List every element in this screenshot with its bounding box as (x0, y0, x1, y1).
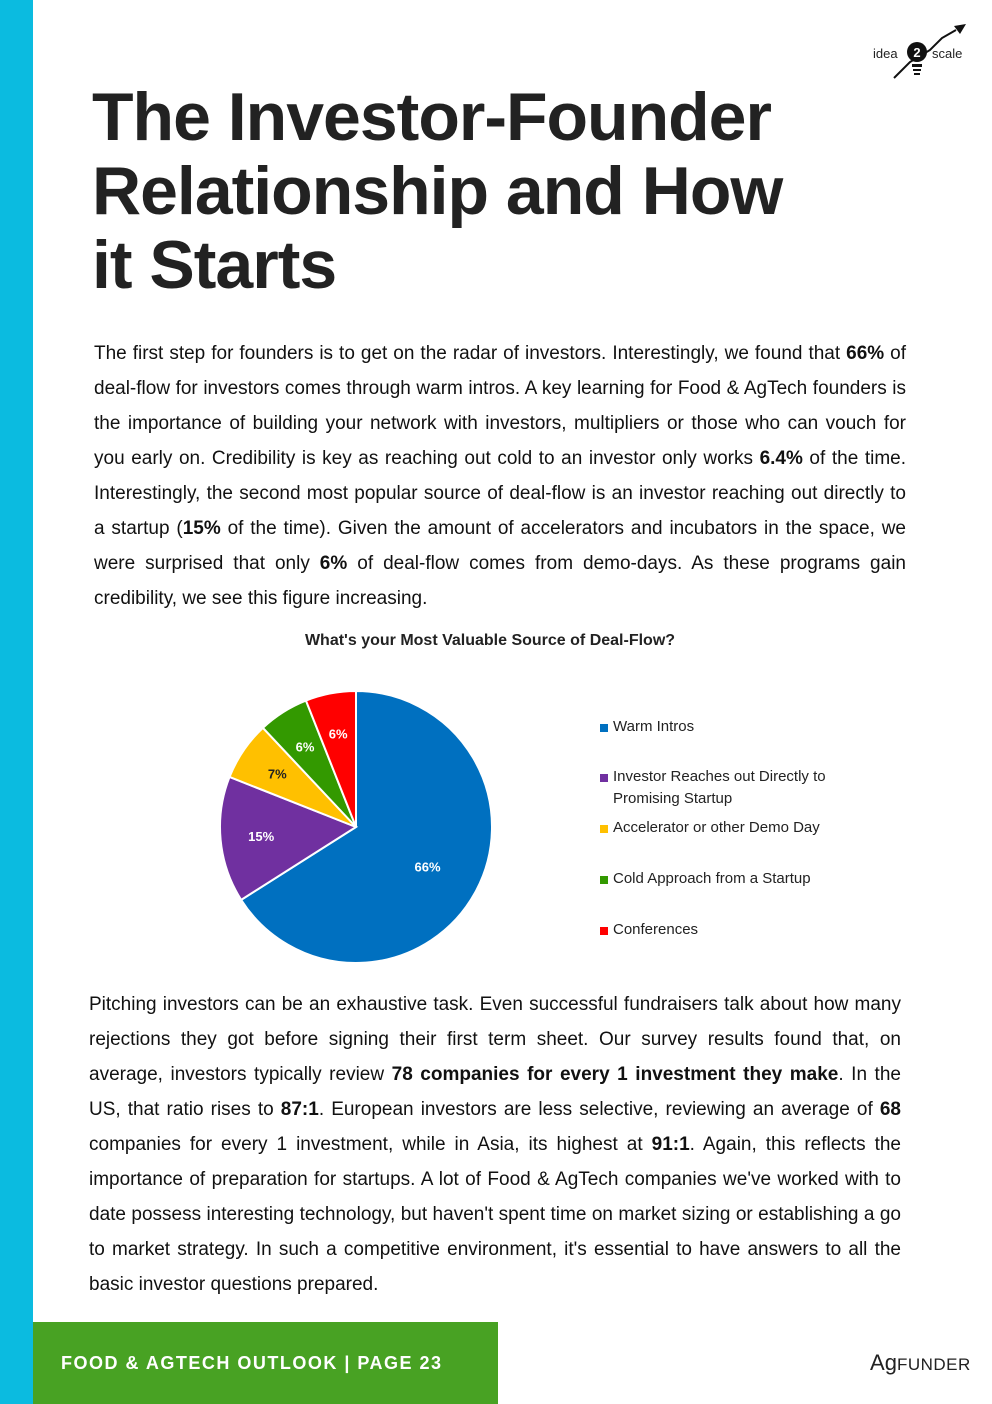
title-line-3: it Starts (92, 227, 337, 303)
text-run: of deal-flow comes from demo-days. As these programs gain credibility, we see this figure increasing. (94, 553, 906, 609)
agfunder-logo (870, 1350, 971, 1376)
text-run: of the time. Interestingly, the second most popular source of deal-flow is an investor reaching out directly to a startup ( (94, 448, 906, 539)
pie-data-label: 7% (267, 766, 287, 782)
stat-us-ratio: 87:1 (280, 1099, 319, 1120)
logo-letter: A (870, 1350, 885, 1375)
logo-word-scale: scale (932, 46, 963, 61)
pie-data-label: 6% (328, 726, 348, 742)
pie-data-label: 6% (295, 739, 315, 755)
stat-europe-ratio: 68 (879, 1099, 901, 1120)
chart-title: What's your Most Valuable Source of Deal-Flow? (304, 632, 676, 649)
legend-swatch (600, 825, 608, 833)
title-line-2: Relationship and How (92, 153, 783, 229)
legend-swatch (600, 927, 608, 935)
logo-letter: g (884, 1350, 897, 1375)
logo-wordmark: FUNDER (896, 1355, 971, 1374)
stat-cold-outreach: 6.4% (759, 448, 803, 469)
title-line-1: The Investor-Founder (92, 79, 771, 155)
pie-data-label: 66% (414, 859, 441, 875)
text-run: . In the US, that ratio rises to (89, 1064, 901, 1120)
legend-swatch (600, 876, 608, 884)
text-run: companies for every 1 investment, while in Asia, its highest at (89, 1134, 652, 1155)
legend-label (613, 766, 883, 810)
legend-swatch (600, 724, 608, 732)
stat-review-ratio: 78 companies for every 1 investment they make (391, 1064, 839, 1085)
stat-warm-intros: 66% (846, 343, 885, 364)
pie-chart (95, 620, 515, 980)
legend-label: Warm Intros (613, 718, 695, 735)
pie-data-label: 15% (248, 829, 275, 844)
text-run: of deal-flow for investors comes through warm intros. A key learning for Food & AgTech founders is the importance of building your network with investors, multipliers or those who can vouch for you early on. Credibility is key as reaching out cold to an investor only works (94, 343, 906, 469)
footer-bar (33, 1322, 498, 1404)
stat-demo-days: 6% (319, 553, 348, 574)
legend-label: Cold Approach from a Startup (613, 870, 811, 887)
legend-label-line: Investor Reaches out Directly to (613, 768, 826, 785)
intro-paragraph (94, 336, 906, 616)
text-run: The first step for founders is to get on the radar of investors. Interestingly, we found that (94, 343, 847, 364)
legend-label: Accelerator or other Demo Day (613, 819, 820, 836)
legend-label: Conferences (613, 921, 699, 938)
deal-flow-chart (95, 620, 905, 980)
rejection-paragraph (89, 987, 901, 1302)
legend-label-line: Promising Startup (613, 790, 733, 807)
idea2scale-logo (870, 20, 970, 80)
text-run: . European investors are less selective, reviewing an average of (318, 1099, 880, 1120)
stat-asia-ratio: 91:1 (651, 1134, 690, 1155)
text-run: of the time). Given the amount of accelerators and incubators in the space, we were surprised that only (94, 518, 906, 574)
legend-swatch (600, 774, 608, 782)
text-run: . Again, this reflects the importance of preparation for startups. A lot of Food & AgTech companies we've worked with to date possess interesting technology, but haven't spent time on market sizing or establishing a go to market strategy. In such a competitive environment, it's essential to have answers to all the basic investor questions prepared. (89, 1134, 901, 1295)
footer-page-label: FOOD & AGTECH OUTLOOK | PAGE 23 (61, 1353, 443, 1373)
stat-investor-direct: 15% (182, 518, 221, 539)
side-accent-bar (0, 0, 33, 1404)
page-title (92, 80, 872, 302)
logo-word-idea: idea (873, 46, 898, 61)
logo-number: 2 (913, 45, 921, 60)
text-run: Pitching investors can be an exhaustive task. Even successful fundraisers talk about how many rejections they got before signing their first term sheet. Our survey results found that, on average, investors typically review (89, 994, 901, 1085)
